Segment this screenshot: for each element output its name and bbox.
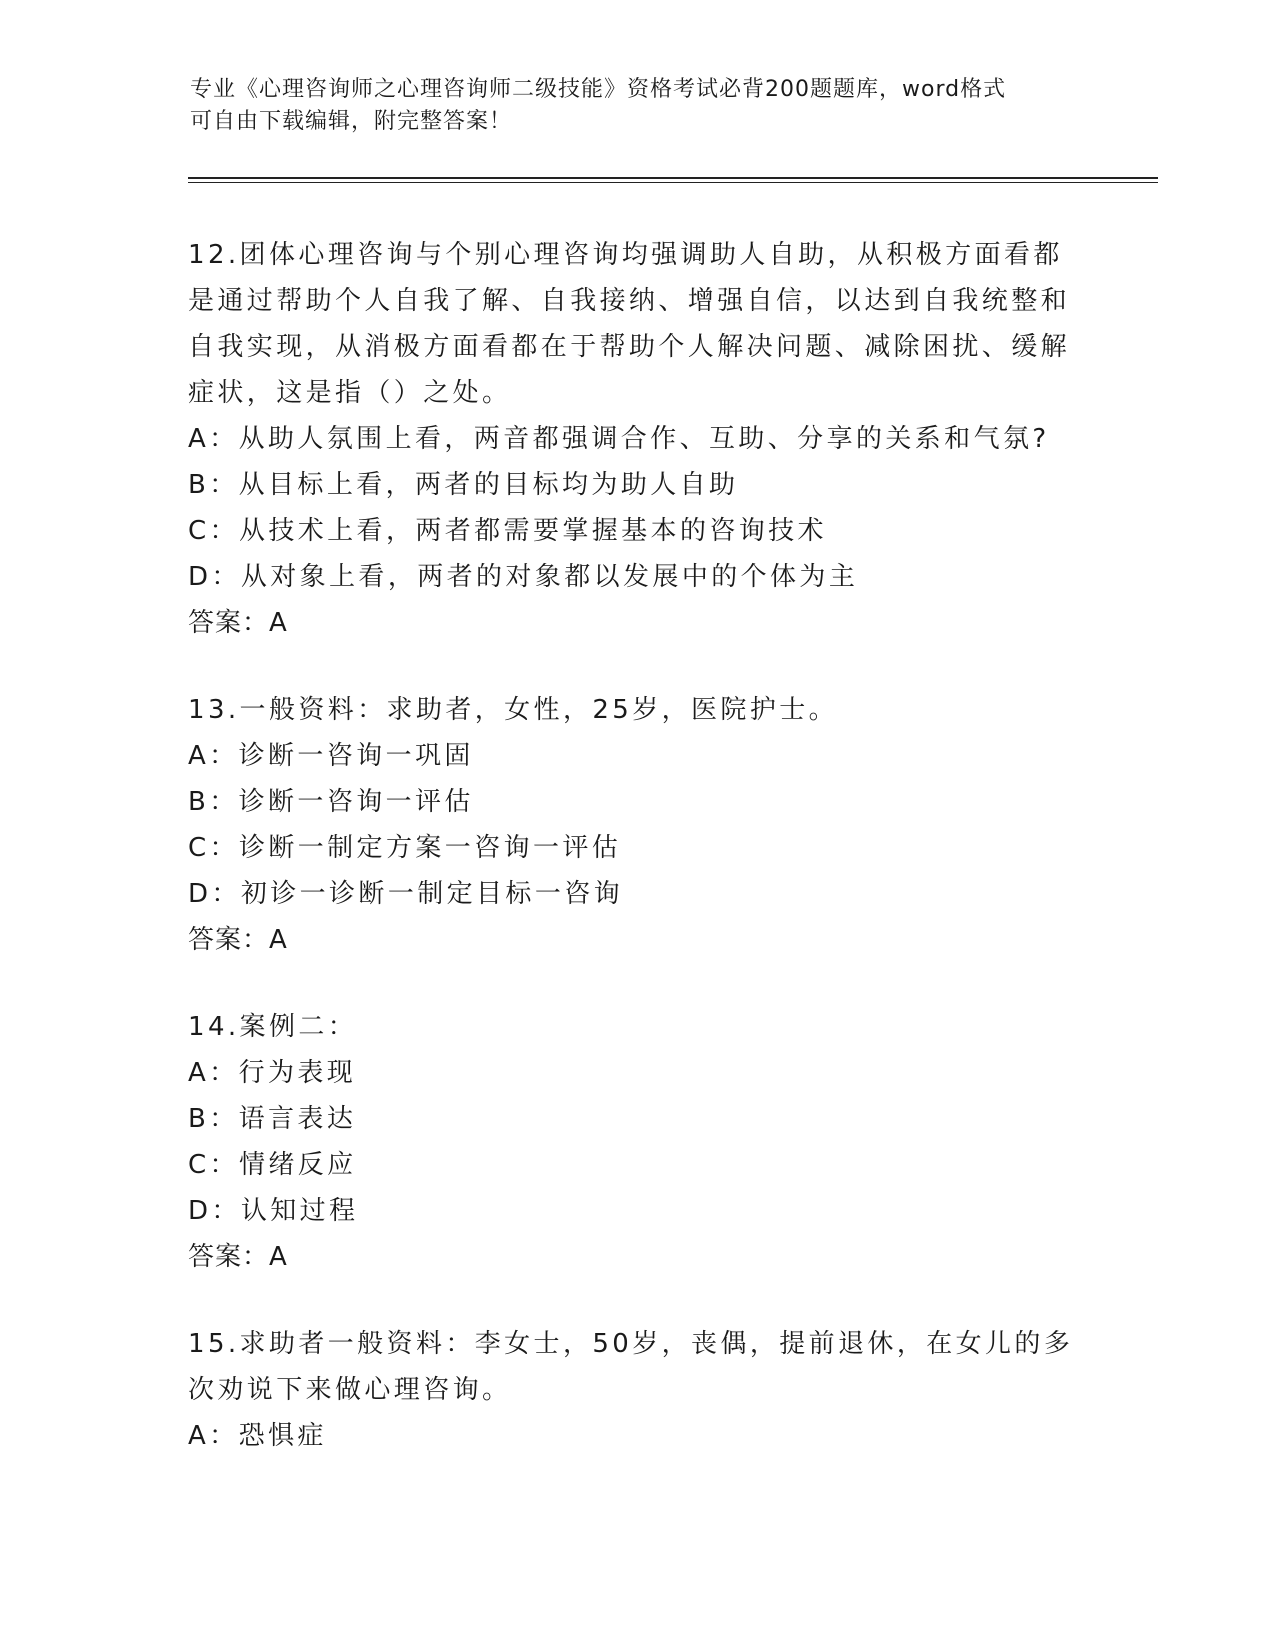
question-13 <box>188 687 1088 963</box>
answer-line: 答案：A <box>188 608 288 638</box>
answer-line: 答案：A <box>188 1242 288 1272</box>
question-text: 15.求助者一般资料：李女士，50岁，丧偶，提前退休，在女儿的多次劝说下来做心理咨询。 <box>188 1329 1074 1405</box>
document-header <box>190 74 1090 138</box>
header-line-1: 专业《心理咨询师之心理咨询师二级技能》资格考试必背200题题库，word格式 <box>190 77 1007 102</box>
question-14 <box>188 1004 1088 1280</box>
question-text: 14.案例二： <box>188 1012 358 1042</box>
question-text: 12.团体心理咨询与个别心理咨询均强调助人自助，从积极方面看都是通过帮助个人自我了解、自我接纳、增强自信，以达到自我统整和自我实现，从消极方面看都在于帮助个人解决问题、减除困扰、缓解症状，这是指（）之处。 <box>188 240 1071 408</box>
option-d: D：从对象上看，两者的对象都以发展中的个体为主 <box>188 562 859 592</box>
answer-line: 答案：A <box>188 925 288 955</box>
option-c: C：情绪反应 <box>188 1150 357 1180</box>
header-line-2: 可自由下载编辑，附完整答案！ <box>190 109 513 134</box>
header-divider-thin <box>188 182 1158 183</box>
option-b: B：语言表达 <box>188 1104 357 1134</box>
option-b: B：从目标上看，两者的目标均为助人自助 <box>188 470 739 500</box>
option-c: C：诊断一制定方案一咨询一评估 <box>188 833 622 863</box>
option-c: C：从技术上看，两者都需要掌握基本的咨询技术 <box>188 516 827 546</box>
option-b: B：诊断一咨询一评估 <box>188 787 474 817</box>
option-a: A：从助人氛围上看，两音都强调合作、互助、分享的关系和气氛? <box>188 424 1050 454</box>
option-a: A：行为表现 <box>188 1058 357 1088</box>
option-d: D：初诊一诊断一制定目标一咨询 <box>188 879 624 909</box>
question-12 <box>188 232 1088 646</box>
option-a: A：诊断一咨询一巩固 <box>188 741 474 771</box>
option-a: A：恐惧症 <box>188 1421 327 1451</box>
question-list <box>188 232 1088 1500</box>
question-15 <box>188 1321 1088 1459</box>
header-divider-thick <box>188 177 1158 179</box>
option-d: D：认知过程 <box>188 1196 359 1226</box>
question-text: 13.一般资料：求助者，女性，25岁，医院护士。 <box>188 695 839 725</box>
